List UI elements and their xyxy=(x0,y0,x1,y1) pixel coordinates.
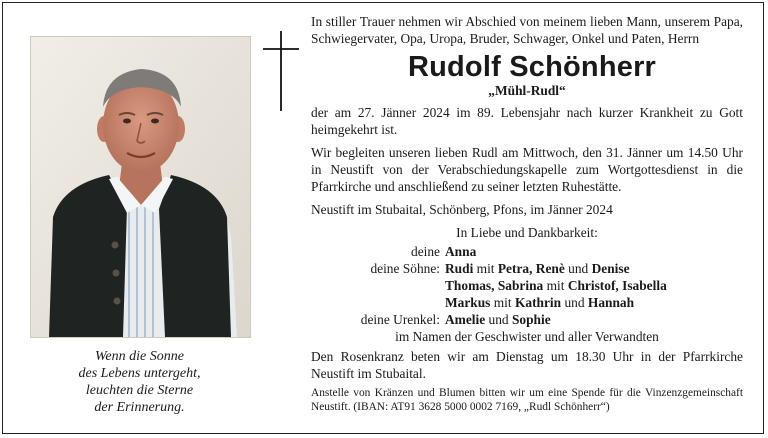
memorial-verse xyxy=(30,348,249,416)
notice-text-column xyxy=(311,13,743,414)
son-name: Rudi xyxy=(445,261,474,276)
rosary-text: Den Rosenkranz beten wir am Dienstag um 18.30 Uhr in der Pfarrkirche Neustift im Stubaital. xyxy=(311,349,743,381)
verse-line: leuchten die Sterne xyxy=(85,383,194,398)
son-name: Markus xyxy=(445,295,491,310)
family-row-son xyxy=(311,277,743,294)
cross-icon xyxy=(263,31,299,116)
love-line: In Liebe und Dankbarkeit: xyxy=(456,225,598,240)
family-label: deine xyxy=(411,244,440,259)
donation-text: Anstelle von Kränzen und Blumen bitten wir um eine Spende für die Vinzenzgemeinschaft Neustift. (IBAN: AT91 3628 5000 0002 7169, „Rudl Schönherr“) xyxy=(311,387,743,413)
siblings-line: im Namen der Geschwister und aller Verwandten xyxy=(395,329,659,344)
verse-line: des Lebens untergeht, xyxy=(78,366,201,381)
family-row-son xyxy=(311,260,743,277)
verse-line: der Erinnerung. xyxy=(94,400,185,415)
verse-line: Wenn die Sonne xyxy=(95,349,184,364)
grandchild-name: Christof, Isabella xyxy=(567,278,667,293)
funeral-text: Wir begleiten unseren lieben Rudl am Mittwoch, den 31. Jänner um 14.50 Uhr in Neustift von der Verabschiedungskapelle zum Wortgottesdienst in die Pfarrkirche und anschließend zu seiner letzten Ruhestätte. xyxy=(311,145,743,194)
nickname: „Mühl-Rudl“ xyxy=(488,83,566,98)
connector: und xyxy=(564,295,585,310)
connector: mit xyxy=(476,261,495,276)
grandchild-name: Hannah xyxy=(587,295,635,310)
family-label: deine Söhne: xyxy=(370,261,440,276)
connector: und xyxy=(488,312,509,327)
grandchild-name: Denise xyxy=(591,261,630,276)
partner-name: Petra, Renè xyxy=(497,261,565,276)
passing-text: der am 27. Jänner 2024 im 89. Lebensjahr nach kurzer Krankheit zu Gott heimgekehrt ist. xyxy=(311,105,743,137)
family-label: deine Urenkel: xyxy=(360,312,440,327)
portrait-photo xyxy=(30,36,251,338)
family-list xyxy=(311,243,743,328)
family-row-great-grandchildren xyxy=(311,311,743,328)
family-row-son xyxy=(311,294,743,311)
deceased-name: Rudolf Schönherr xyxy=(407,51,657,83)
partner-name: Kathrin xyxy=(514,295,562,310)
great-grandchild-name: Sophie xyxy=(511,312,551,327)
great-grandchild-name: Amelie xyxy=(445,312,486,327)
place-date: Neustift im Stubaital, Schönberg, Pfons, im Jänner 2024 xyxy=(311,202,613,217)
obituary-notice xyxy=(2,2,764,434)
connector: mit xyxy=(493,295,512,310)
connector: und xyxy=(568,261,589,276)
family-row-wife xyxy=(311,243,743,260)
son-name: Thomas, Sabrina xyxy=(445,278,544,293)
wife-name: Anna xyxy=(445,244,477,259)
intro-text: In stiller Trauer nehmen wir Abschied von meinem lieben Mann, unserem Papa, Schwiegervater, Opa, Uropa, Bruder, Schwager, Onkel und Paten, Herrn xyxy=(311,14,743,46)
connector: mit xyxy=(546,278,565,293)
